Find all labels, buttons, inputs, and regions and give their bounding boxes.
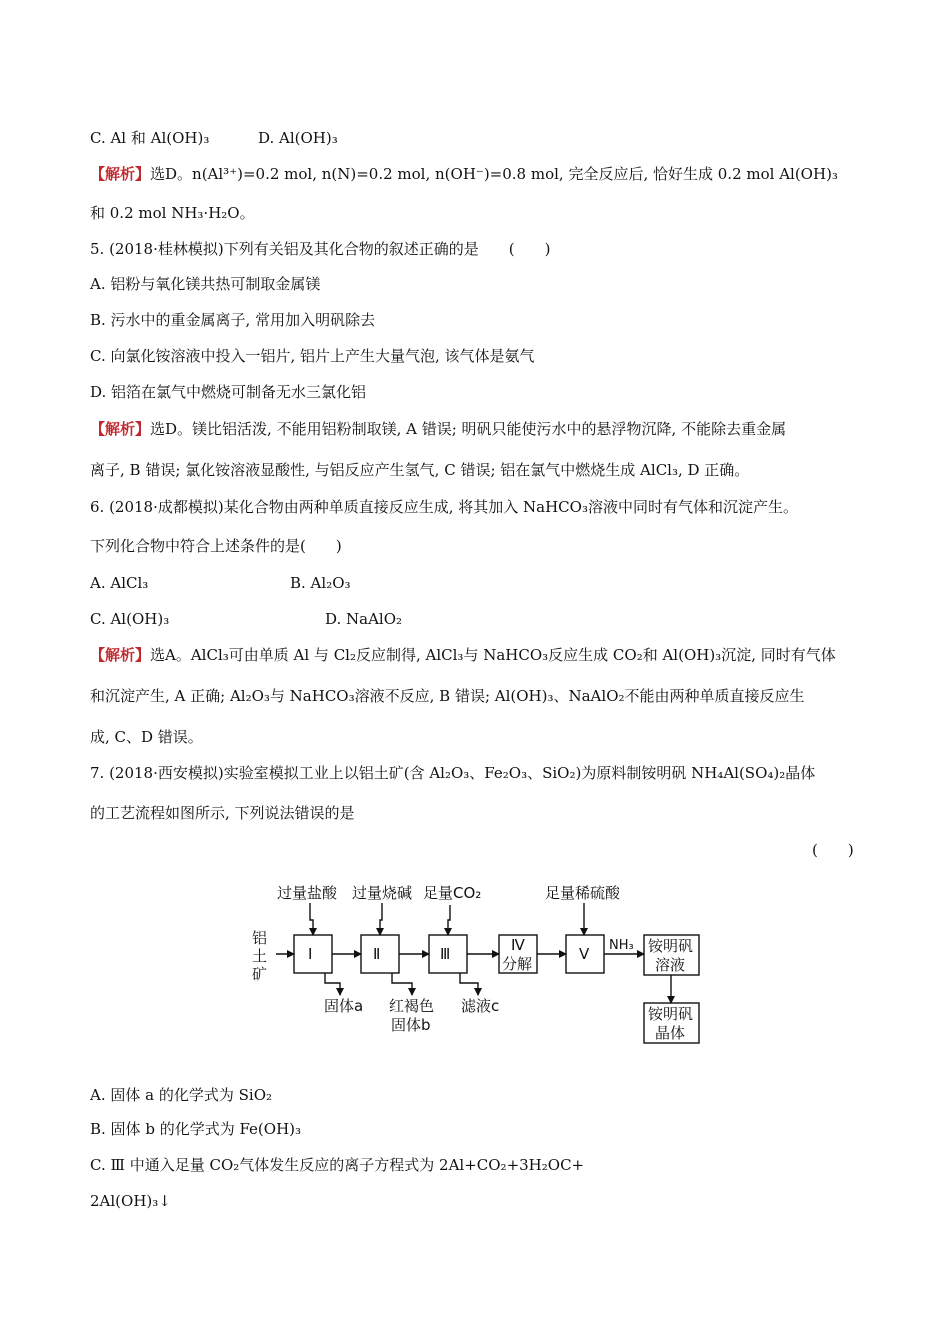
q6-analysis-line3: 成, C、D 错误。 — [90, 728, 203, 746]
step-2-label: Ⅱ — [373, 945, 381, 963]
q7-answer-bracket: ( ) — [812, 841, 854, 859]
step-3-label: Ⅲ — [440, 945, 451, 963]
q6-option-b: B. Al₂O₃ — [290, 574, 351, 592]
q4-analysis-line2: 和 0.2 mol NH₃·H₂O。 — [90, 204, 255, 222]
ore-label-char2: 土 — [252, 947, 268, 965]
q6-option-a: A. AlCl₃ — [90, 574, 149, 592]
q5-analysis-line1: 【解析】选D。镁比铝活泼, 不能用铝粉制取镁, A 错误; 明矾只能使污水中的悬浮物沉降, 不能除去重金属 — [90, 420, 787, 438]
q6-stem-line2: 下列化合物中符合上述条件的是( ) — [90, 537, 342, 555]
filtrate-c-label: 滤液c — [461, 997, 500, 1015]
q5-option-b: B. 污水中的重金属离子, 常用加入明矾除去 — [90, 311, 376, 329]
solution-label-line1: 铵明矾 — [648, 937, 694, 955]
q7-stem-line1: 7. (2018·西安模拟)实验室模拟工业上以铝土矿(含 Al₂O₃、Fe₂O₃、SiO₂)为原料制铵明矾 NH₄Al(SO₄)₂晶体 — [90, 764, 816, 782]
reagent-4-label: 足量稀硫酸 — [545, 884, 621, 902]
q6-analysis-line2: 和沉淀产生, A 正确; Al₂O₃与 NaHCO₃溶液不反应, B 错误; Al(OH)₃、NaAlO₂不能由两种单质直接反应生 — [90, 687, 805, 705]
crystal-label-line2: 晶体 — [655, 1024, 686, 1042]
reagent-3-label: 足量CO₂ — [423, 884, 482, 902]
solid-a-label: 固体a — [324, 997, 364, 1015]
solid-b-label-line2: 固体b — [391, 1016, 431, 1034]
q5-analysis-line2: 离子, B 错误; 氯化铵溶液显酸性, 与铝反应产生氢气, C 错误; 铝在氯气中燃烧生成 AlCl₃, D 正确。 — [90, 461, 750, 479]
nh3-label: NH₃ — [609, 938, 634, 953]
q6-stem-line1: 6. (2018·成都模拟)某化合物由两种单质直接反应生成, 将其加入 NaHCO₃溶液中同时有气体和沉淀产生。 — [90, 498, 798, 516]
analysis-tag: 【解析】 — [90, 165, 151, 183]
step-5-label: Ⅴ — [579, 945, 590, 963]
q4-analysis-line1: 【解析】选D。n(Al³⁺)=0.2 mol, n(N)=0.2 mol, n(OH⁻)=0.8 mol, 完全反应后, 恰好生成 0.2 mol Al(OH)₃ — [90, 165, 838, 183]
q4-option-d: D. Al(OH)₃ — [258, 129, 338, 147]
q7-option-c-line2: 2Al(OH)₃↓ — [90, 1192, 171, 1210]
step-4-desc: 分解 — [502, 955, 533, 973]
q7-option-c: C. Ⅲ 中通入足量 CO₂气体发生反应的离子方程式为 2Al+CO₂+3H₂OC+ — [90, 1156, 585, 1174]
q5-option-d: D. 铝箔在氯气中燃烧可制备无水三氯化铝 — [90, 383, 367, 401]
q6-option-c: C. Al(OH)₃ — [90, 610, 170, 628]
q5-option-a: A. 铝粉与氧化镁共热可制取金属镁 — [90, 275, 321, 293]
ore-label-char1: 铝 — [252, 929, 268, 947]
step-1-label: Ⅰ — [308, 945, 313, 963]
ore-label-char3: 矿 — [252, 965, 268, 983]
solution-label-line2: 溶液 — [655, 956, 686, 974]
reagent-2-label: 过量烧碱 — [352, 884, 413, 902]
q5-stem: 5. (2018·桂林模拟)下列有关铝及其化合物的叙述正确的是 ( ) — [90, 240, 551, 258]
analysis-tag: 【解析】 — [90, 646, 151, 664]
q6-analysis-line1: 【解析】选A。AlCl₃可由单质 Al 与 Cl₂反应制得, AlCl₃与 NaHCO₃反应生成 CO₂和 Al(OH)₃沉淀, 同时有气体 — [90, 646, 836, 664]
q5-option-c: C. 向氯化铵溶液中投入一铝片, 铝片上产生大量气泡, 该气体是氨气 — [90, 347, 535, 365]
step-1-box — [294, 935, 332, 973]
q7-stem-line2: 的工艺流程如图所示, 下列说法错误的是 — [90, 804, 355, 822]
crystal-label-line1: 铵明矾 — [648, 1005, 694, 1023]
q7-option-a: A. 固体 a 的化学式为 SiO₂ — [90, 1086, 273, 1104]
q6-option-d: D. NaAlO₂ — [325, 610, 403, 628]
q4-option-c: C. Al 和 Al(OH)₃ — [90, 129, 210, 147]
solid-b-label-line1: 红褐色 — [389, 997, 435, 1015]
reagent-1-label: 过量盐酸 — [277, 884, 338, 902]
step-4-label: Ⅳ — [511, 936, 525, 954]
analysis-tag: 【解析】 — [90, 420, 151, 438]
q7-option-b: B. 固体 b 的化学式为 Fe(OH)₃ — [90, 1120, 302, 1138]
